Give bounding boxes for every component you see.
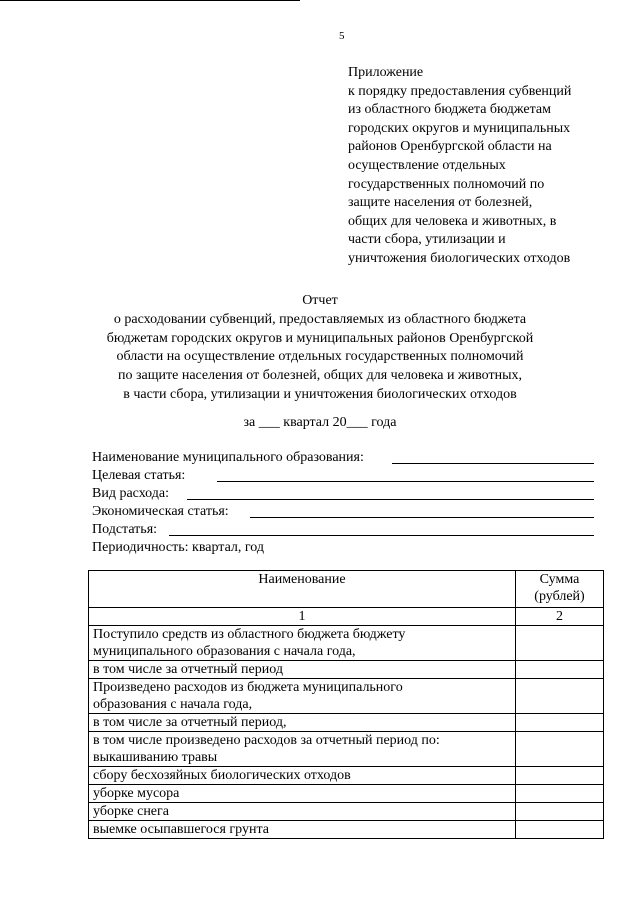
row-name xyxy=(89,785,516,803)
appendix-line: городских округов и муниципальных xyxy=(348,120,571,136)
row-value-cell[interactable] xyxy=(516,732,604,767)
row-name xyxy=(89,732,516,767)
target-article-field xyxy=(92,467,602,485)
row-name-line: в том числе произведено расходов за отчетный период по: xyxy=(93,733,440,748)
quarter-blank[interactable]: ___ xyxy=(258,415,280,430)
appendix-line: государственных полномочий по xyxy=(348,176,545,192)
row-name-line: выкашиванию травы xyxy=(93,750,218,765)
row-name-line: выемке осыпавшегося грунта xyxy=(93,822,269,837)
table-row xyxy=(89,661,604,679)
row-name-line: в том числе за отчетный период, xyxy=(93,715,287,730)
appendix-line: защите населения от болезней, xyxy=(348,195,533,211)
appendix-line: общих для человека и животных, в xyxy=(348,213,557,229)
row-name xyxy=(89,679,516,714)
report-title-line: по защите населения от болезней, общих для человека и животных, xyxy=(118,368,522,384)
period-middle: квартал 20 xyxy=(283,415,347,430)
row-value-cell[interactable] xyxy=(516,821,604,839)
subarticles-label: Подстатья: xyxy=(92,522,158,537)
municipality-label: Наименование муниципального образования: xyxy=(92,450,364,465)
row-value-cell[interactable] xyxy=(516,714,604,732)
page-number: 5 xyxy=(339,30,345,42)
period-suffix: года xyxy=(371,415,397,430)
table-row xyxy=(89,767,604,785)
header-name-text: Наименование xyxy=(258,572,346,587)
table-row xyxy=(89,785,604,803)
report-title-line: в части сбора, утилизации и уничтожения биологических отходов xyxy=(123,386,517,402)
appendix-line: Приложение xyxy=(348,65,424,80)
row-name xyxy=(89,626,516,661)
report-table xyxy=(88,570,604,839)
expense-type-blank[interactable] xyxy=(187,499,594,500)
appendix-line: уничтожения биологических отходов xyxy=(348,250,571,266)
appendix-line: осуществление отдельных xyxy=(348,157,506,173)
row-name-line: Поступило средств из областного бюджета бюджету xyxy=(93,627,406,642)
subarticles-blank[interactable] xyxy=(169,535,594,536)
row-name xyxy=(89,821,516,839)
header-sum-line1: Сумма xyxy=(539,572,580,587)
year-blank[interactable]: ___ xyxy=(346,415,368,430)
report-title-line: области на осуществление отдельных государственных полномочий xyxy=(116,349,524,365)
row-name-line: в том числе за отчетный период xyxy=(93,662,283,677)
expense-type-field xyxy=(92,485,602,503)
period-prefix: за xyxy=(243,415,256,430)
table-row xyxy=(89,821,604,839)
table-row xyxy=(89,803,604,821)
period-line xyxy=(0,415,640,431)
row-name-line: сбору бесхозяйных биологических отходов xyxy=(93,768,351,783)
header-sum xyxy=(516,571,604,608)
row-name-line: муниципального образования с начала года, xyxy=(93,644,356,659)
appendix-line: части сбора, утилизации и xyxy=(348,232,506,248)
appendix-block xyxy=(348,64,571,269)
municipality-field xyxy=(92,449,602,467)
report-title-line: о расходовании субвенций, предоставляемых из областного бюджета xyxy=(113,311,527,327)
subarticles-field xyxy=(92,521,602,539)
table-header-row xyxy=(89,571,604,608)
row-name xyxy=(89,803,516,821)
target-article-blank[interactable] xyxy=(217,481,594,482)
top-rule xyxy=(0,0,300,1)
header-sum-line2: (рублей) xyxy=(534,589,585,604)
appendix-line: к порядку предоставления субвенций xyxy=(348,83,572,99)
report-title-line: бюджетам городских округов и муниципальных районов Оренбургской xyxy=(106,330,534,346)
row-value-cell[interactable] xyxy=(516,803,604,821)
appendix-line: из областного бюджета бюджетам xyxy=(348,102,551,118)
row-name-line: уборке мусора xyxy=(93,786,180,801)
col-number-1: 1 xyxy=(89,608,516,626)
economic-article-label: Экономическая статья: xyxy=(92,504,229,519)
col-number-2: 2 xyxy=(516,608,604,626)
target-article-label: Целевая статья: xyxy=(92,468,186,483)
column-number-row xyxy=(89,608,604,626)
municipality-blank[interactable] xyxy=(392,463,594,464)
row-value-cell[interactable] xyxy=(516,785,604,803)
row-name-line: образования с начала года, xyxy=(93,697,253,712)
row-name xyxy=(89,714,516,732)
expense-type-label: Вид расхода: xyxy=(92,486,169,501)
row-value-cell[interactable] xyxy=(516,626,604,661)
report-title xyxy=(0,292,640,405)
row-value-cell[interactable] xyxy=(516,679,604,714)
table-row xyxy=(89,714,604,732)
periodicity-label: Периодичность: квартал, год xyxy=(92,540,264,555)
row-name-line: уборке снега xyxy=(93,804,169,819)
report-heading: Отчет xyxy=(302,293,338,308)
economic-article-blank[interactable] xyxy=(250,517,594,518)
row-name xyxy=(89,767,516,785)
row-value-cell[interactable] xyxy=(516,767,604,785)
report-fields xyxy=(92,449,602,557)
row-name-line: Произведено расходов из бюджета муниципального xyxy=(93,680,403,695)
row-value-cell[interactable] xyxy=(516,661,604,679)
table-row xyxy=(89,679,604,714)
header-name xyxy=(89,571,516,608)
table-row xyxy=(89,626,604,661)
row-name xyxy=(89,661,516,679)
economic-article-field xyxy=(92,503,602,521)
appendix-line: районов Оренбургской области на xyxy=(348,139,552,155)
periodicity-field xyxy=(92,539,602,557)
table-row xyxy=(89,732,604,767)
